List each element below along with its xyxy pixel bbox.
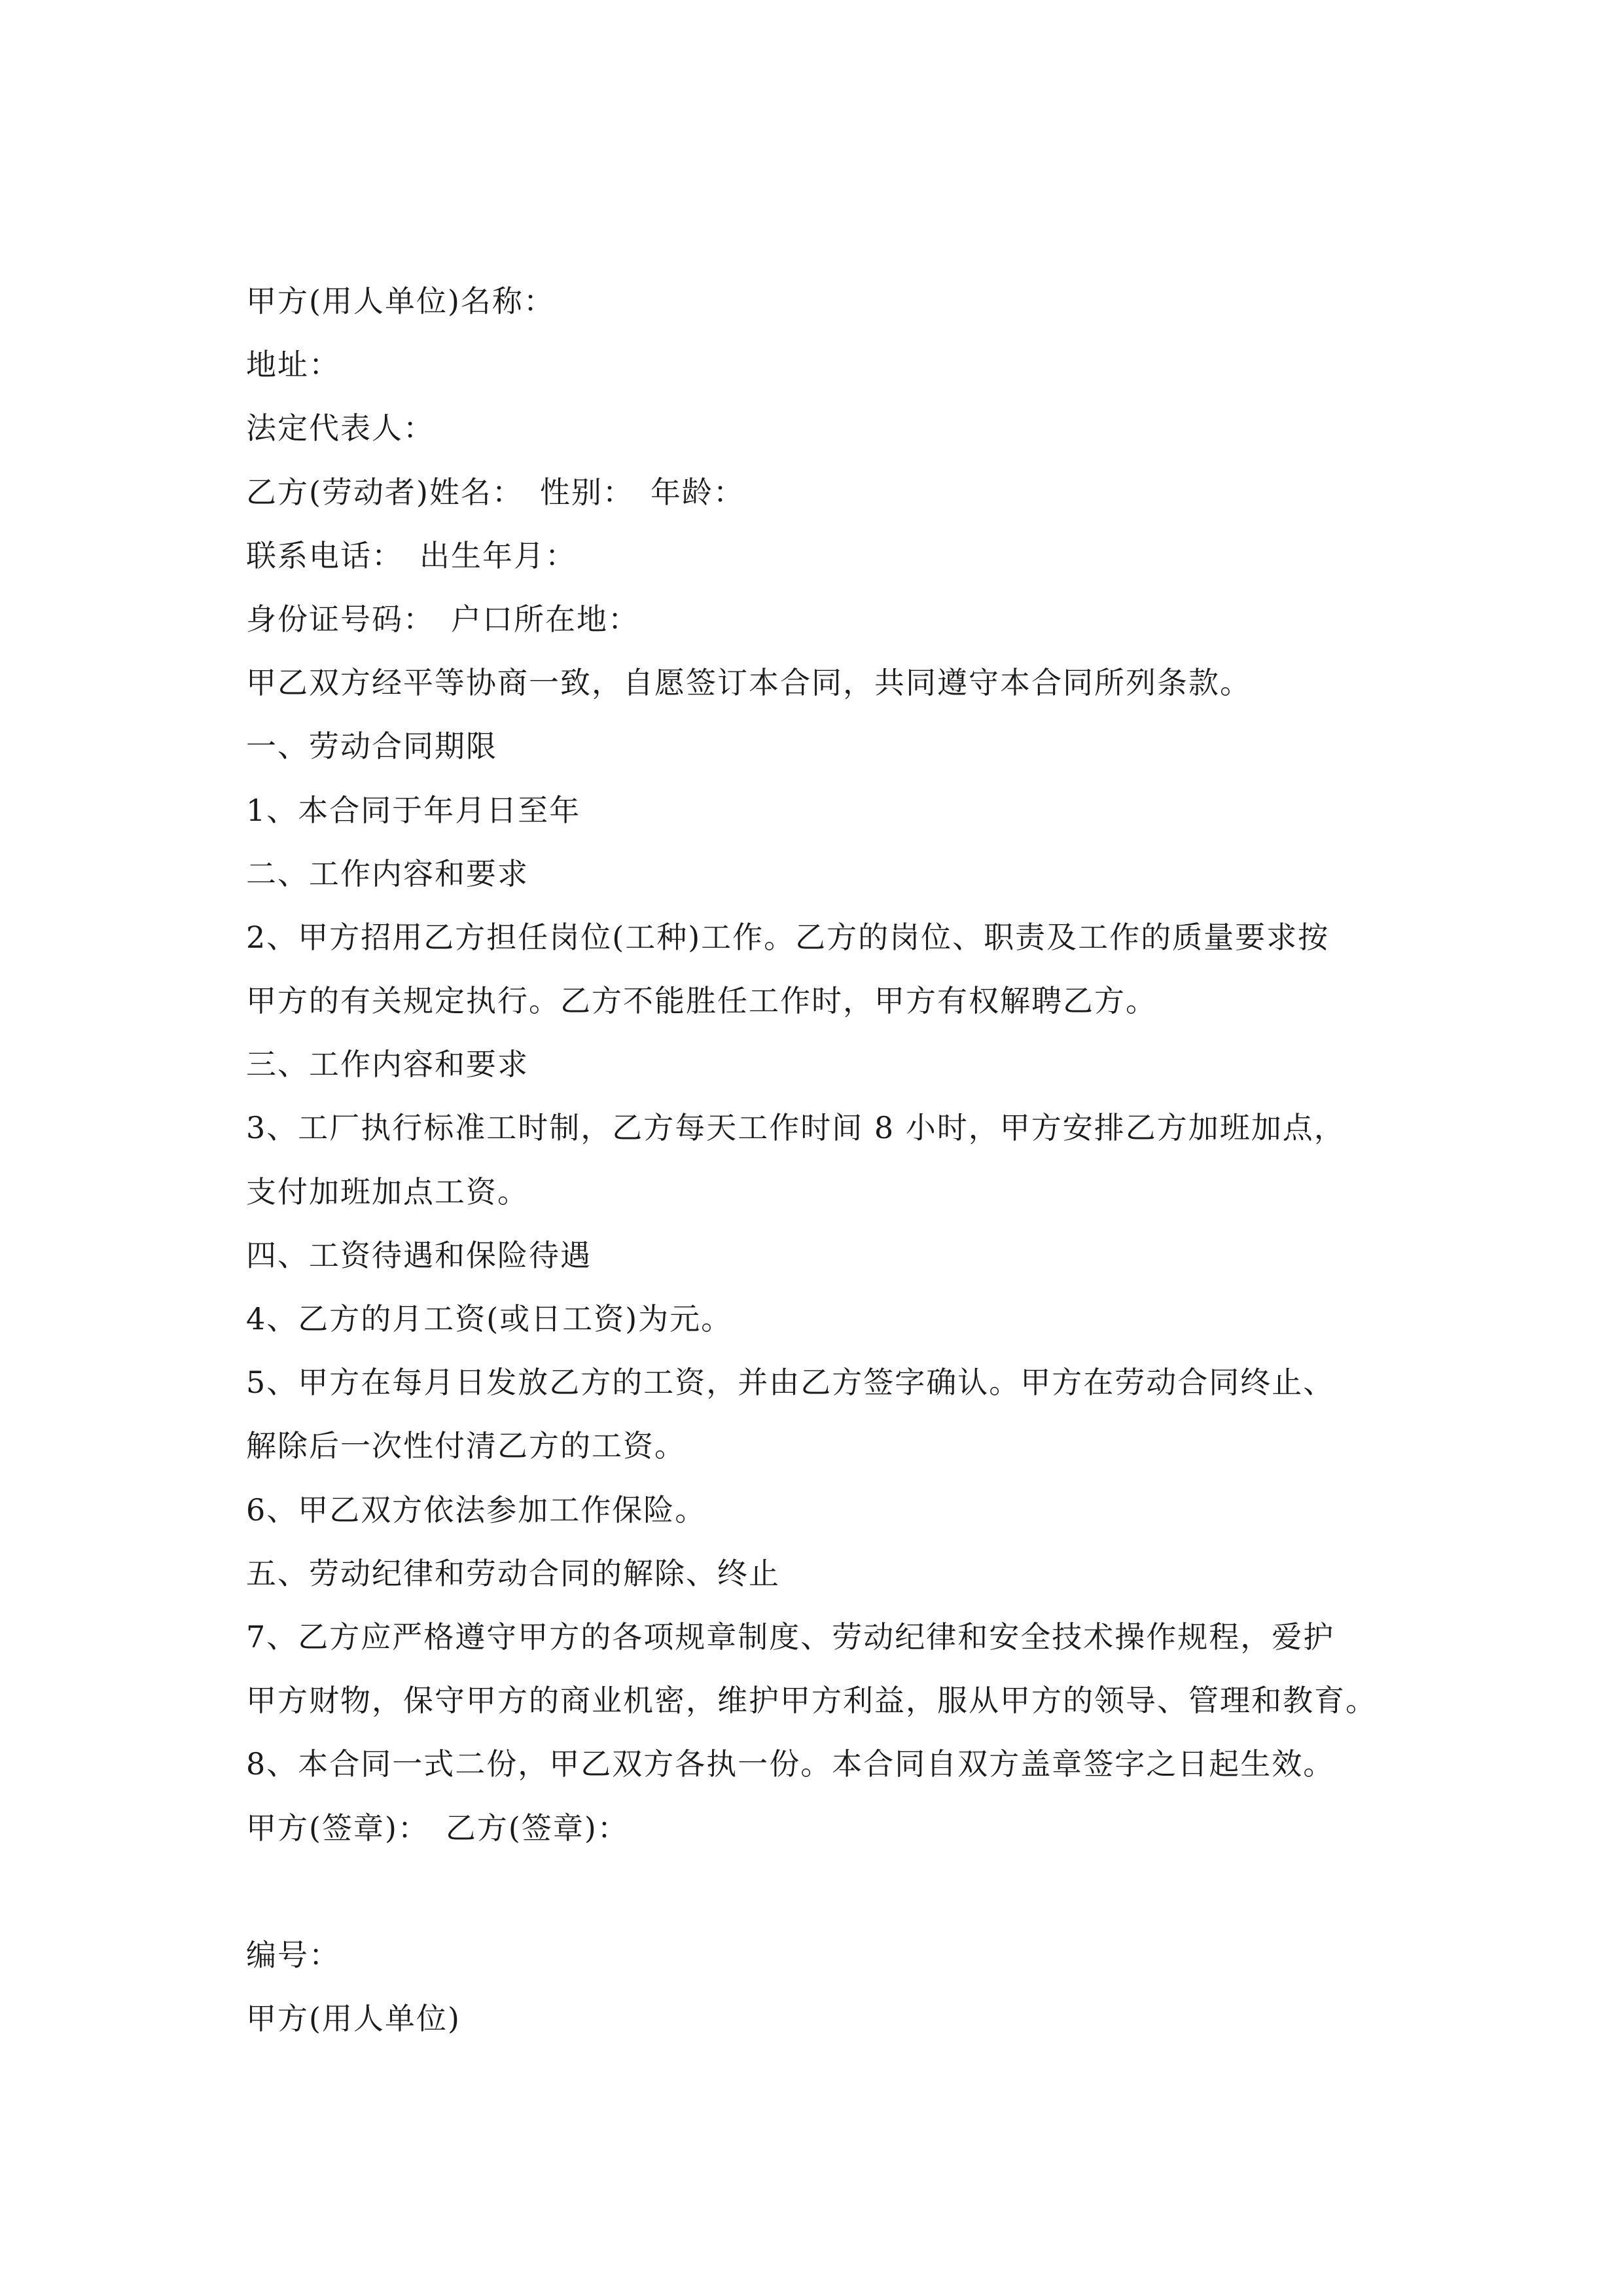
party-a-name-line: 甲方(用人单位)名称： <box>246 283 555 319</box>
clause-line: 6、甲乙双方依法参加工作保险。 <box>246 1492 707 1528</box>
clause-line: 4、乙方的月工资(或日工资)为元。 <box>246 1301 733 1336</box>
party-a-footer-line: 甲方(用人单位) <box>246 2001 461 2037</box>
serial-number-line: 编号： <box>246 1937 340 1973</box>
clause-line: 2、甲方招用乙方担任岗位(工种)工作。乙方的岗位、职责及工作的质量要求按 <box>246 919 1330 955</box>
signature-line: 甲方(签章)： 乙方(签章)： <box>246 1810 629 1846</box>
clause-line: 甲方财物，保守甲方的商业机密，维护甲方利益，服从甲方的领导、管理和教育。 <box>246 1683 1377 1719</box>
clause-line: 甲方的有关规定执行。乙方不能胜任工作时，甲方有权解聘乙方。 <box>246 983 1157 1019</box>
clause-line: 8、本合同一式二份，甲乙双方各执一份。本合同自双方盖章签字之日起生效。 <box>246 1746 1335 1782</box>
clause-line: 5、甲方在每月日发放乙方的工资，并由乙方签字确认。甲方在劳动合同终止、 <box>246 1365 1335 1401</box>
section-heading: 二、工作内容和要求 <box>246 855 529 891</box>
contact-phone-line: 联系电话： 出生年月： <box>246 537 577 573</box>
clause-line: 解除后一次性付清乙方的工资。 <box>246 1428 686 1464</box>
agreement-intro-line: 甲乙双方经平等协商一致，自愿签订本合同，共同遵守本合同所列条款。 <box>246 665 1251 701</box>
clause-line: 7、乙方应严格遵守甲方的各项规章制度、劳动纪律和安全技术操作规程，爱护 <box>246 1619 1335 1655</box>
blank-spacer <box>246 1860 1398 1924</box>
clause-line: 1、本合同于年月日至年 <box>246 792 581 828</box>
clause-line: 3、工厂执行标准工时制，乙方每天工作时间 8 小时，甲方安排乙方加班加点， <box>246 1110 1346 1146</box>
section-heading: 一、劳动合同期限 <box>246 728 497 764</box>
legal-representative-line: 法定代表人： <box>246 410 435 446</box>
address-line: 地址： <box>246 347 340 383</box>
clause-line: 支付加班加点工资。 <box>246 1174 529 1210</box>
id-number-line: 身份证号码： 户口所在地： <box>246 601 639 637</box>
section-heading: 五、劳动纪律和劳动合同的解除、终止 <box>246 1555 780 1591</box>
section-heading: 四、工资待遇和保险待遇 <box>246 1237 592 1273</box>
section-heading: 三、工作内容和要求 <box>246 1047 529 1083</box>
contract-body <box>246 270 1398 2051</box>
party-b-info-line: 乙方(劳动者)姓名： 性别： 年龄： <box>246 474 745 510</box>
